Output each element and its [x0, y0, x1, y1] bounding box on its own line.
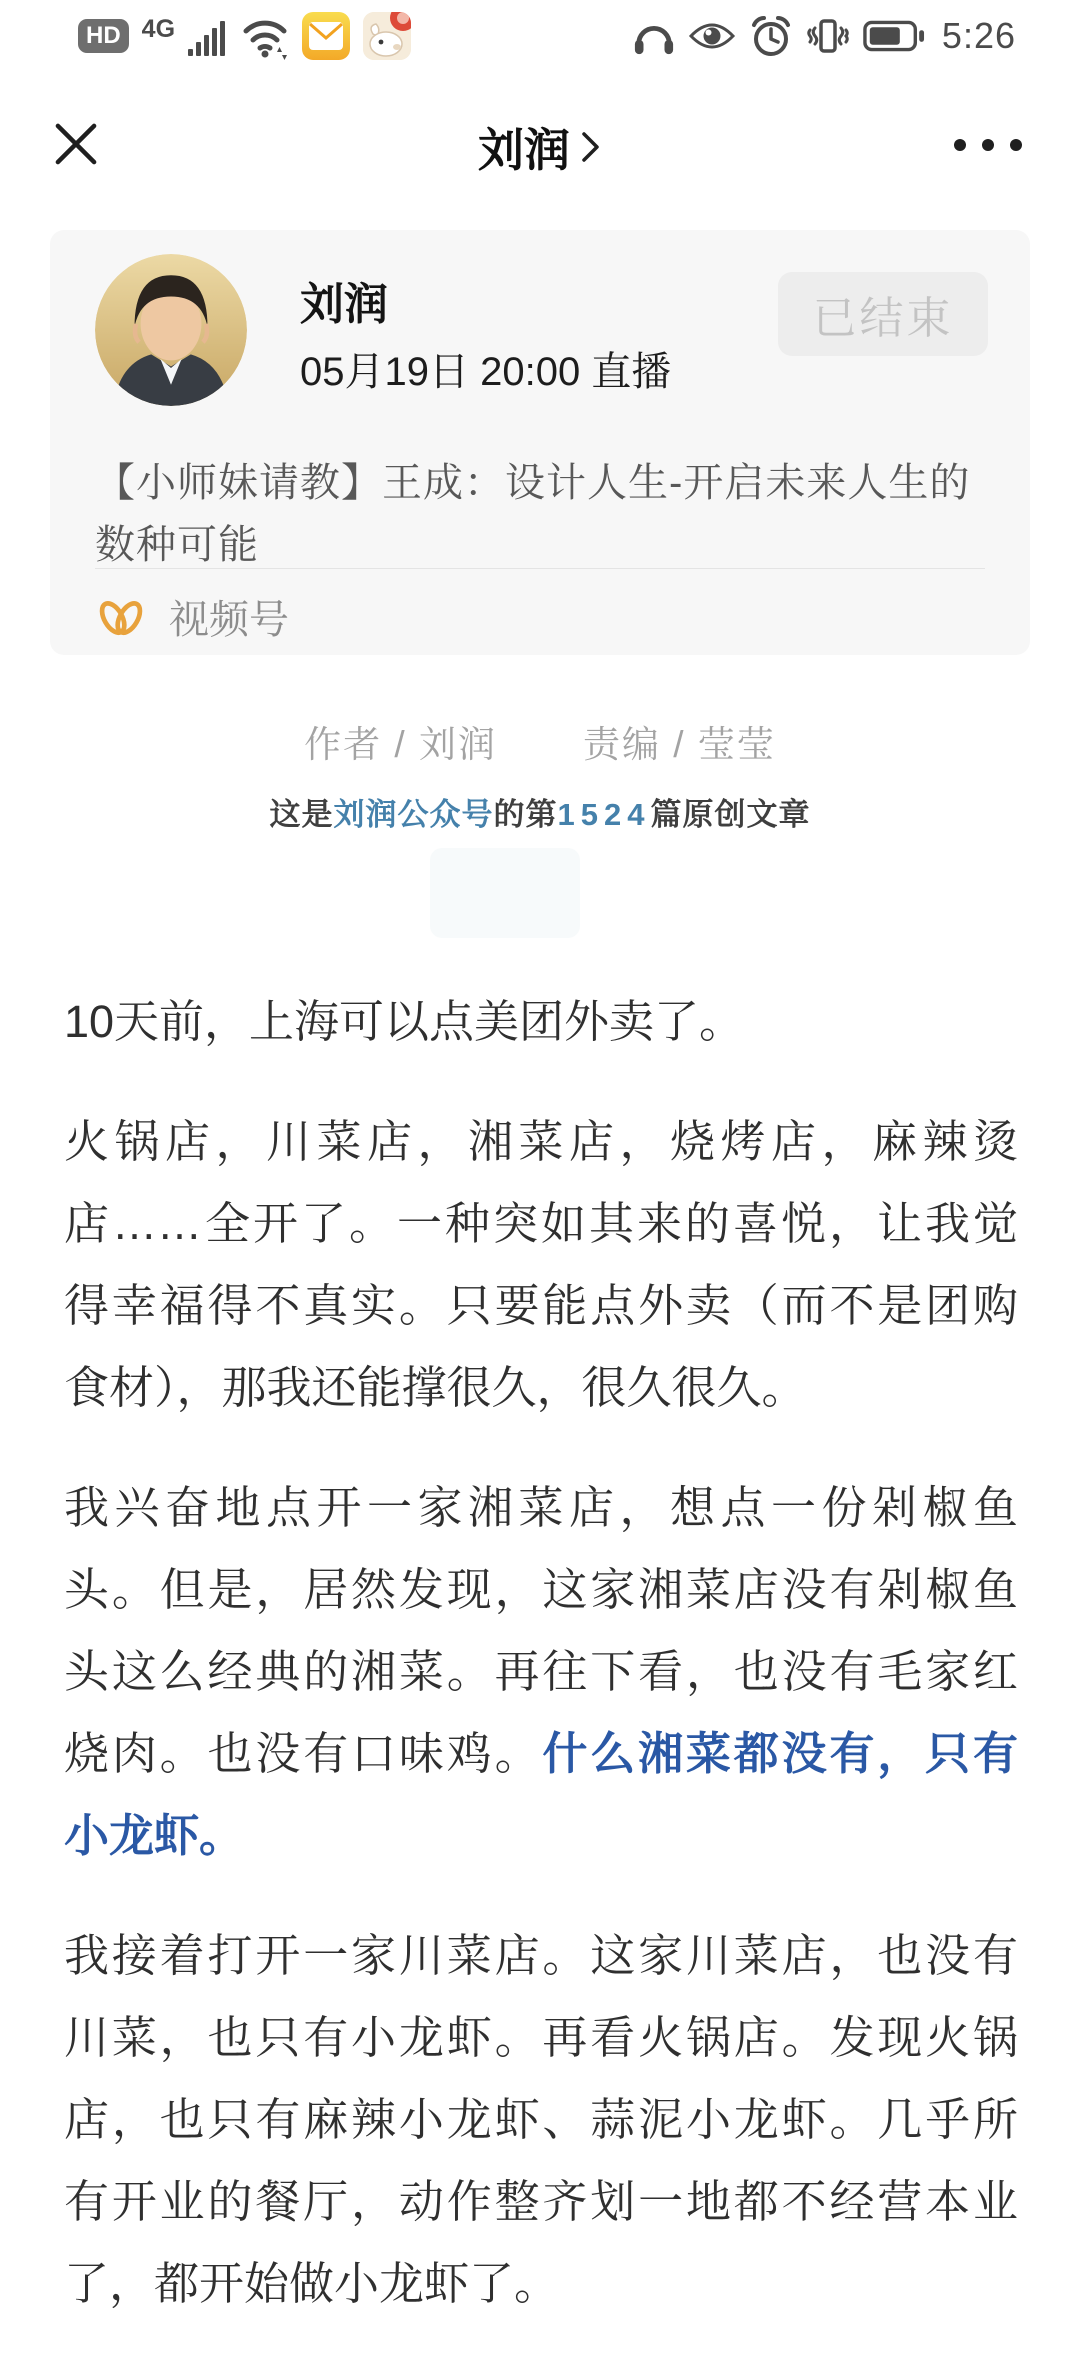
- nav-bar: [0, 66, 1080, 218]
- live-title: 【小师妹请教】王成：设计人生-开启未来人生的数种可能: [95, 461, 971, 567]
- live-card[interactable]: [50, 230, 1030, 655]
- text-line: [64, 1265, 1018, 1347]
- body-text: 得幸福得不真实。只要能点外卖（而不是团购: [64, 1280, 1018, 1331]
- article-body: [64, 981, 1018, 2363]
- origin-number: 1524: [557, 797, 651, 832]
- nav-title-text: 刘润: [478, 124, 570, 176]
- paragraph: [64, 1101, 1018, 1429]
- text-line: [64, 1549, 1018, 1631]
- text-line: [64, 1183, 1018, 1265]
- text-line: [64, 1713, 1018, 1795]
- channels-icon: [95, 591, 147, 643]
- status-bar: [0, 0, 1080, 66]
- paragraph: [64, 1467, 1018, 1877]
- highlighted-text: 小龙虾。: [64, 1810, 245, 1861]
- text-line: [64, 2243, 1018, 2325]
- status-right-icons: [633, 14, 1016, 58]
- body-text: 店……全开了。一种突如其来的喜悦，让我觉: [64, 1198, 1018, 1249]
- status-badge: 已结束: [778, 272, 988, 356]
- origin-account: 刘润公众号: [333, 797, 494, 832]
- body-text: 有开业的餐厅，动作整齐划一地都不经营本业: [64, 2176, 1018, 2227]
- avatar: [95, 254, 247, 406]
- body-text: 头。但是，居然发现，这家湘菜店没有剁椒鱼: [64, 1564, 1018, 1615]
- hd-icon: HD: [78, 19, 129, 53]
- paragraph: [64, 981, 1018, 1063]
- paragraph: [64, 1915, 1018, 2325]
- jd-app-icon: [363, 12, 411, 60]
- body-text: 烧肉。也没有口味鸡。: [64, 1728, 543, 1779]
- text-line: [64, 1101, 1018, 1183]
- chevron-right-icon: [580, 129, 602, 165]
- signal-bars-icon: [188, 16, 228, 56]
- alarm-icon: [749, 14, 793, 58]
- text-line: [64, 1915, 1018, 1997]
- text-line: [64, 2079, 1018, 2161]
- body-text: 火锅店，川菜店，湘菜店，烧烤店，麻辣烫: [64, 1116, 1018, 1167]
- body-text: 了，都开始做小龙虾了。: [64, 2258, 560, 2309]
- faint-watermark: [430, 848, 580, 938]
- origin-suffix: 篇原创文章: [650, 797, 811, 832]
- body-text: 食材），那我还能撑很久，很久很久。: [64, 1362, 807, 1413]
- origin-prefix: 这是: [269, 797, 334, 832]
- text-line: [64, 1347, 1018, 1429]
- card-divider: [95, 568, 985, 569]
- origin-mid: 的第: [493, 797, 558, 832]
- body-text: 头这么经典的湘菜。再往下看，也没有毛家红: [64, 1646, 1018, 1697]
- body-text: 我接着打开一家川菜店。这家川菜店，也没有: [64, 1930, 1018, 1981]
- channel-label: 视频号: [169, 598, 289, 642]
- network-4g-label: 4G: [141, 14, 176, 43]
- status-left-icons: [78, 12, 411, 60]
- byline: [0, 714, 1080, 768]
- clock-time: 5:26: [941, 15, 1016, 56]
- nav-title[interactable]: [0, 114, 1080, 180]
- byline-editor: 责编 / 莹莹: [583, 724, 776, 765]
- more-menu-icon[interactable]: [952, 138, 1024, 152]
- body-text: 我兴奋地点开一家湘菜店，想点一份剁椒鱼: [64, 1482, 1018, 1533]
- headphones-icon: [633, 16, 675, 56]
- mail-app-icon: [302, 12, 350, 60]
- text-line: [64, 2161, 1018, 2243]
- text-line: [64, 981, 1018, 1063]
- live-author-name: 刘润: [300, 280, 388, 329]
- vibrate-icon: [806, 14, 850, 58]
- live-schedule: 05月19日 20:00 直播: [300, 350, 672, 394]
- text-line: [64, 1631, 1018, 1713]
- text-line: [64, 1997, 1018, 2079]
- wifi-icon: [241, 12, 289, 60]
- channel-row: [95, 588, 289, 645]
- eye-comfort-icon: [688, 19, 736, 53]
- highlighted-text: 什么湘菜都没有，只有: [542, 1728, 1018, 1779]
- byline-author: 作者 / 刘润: [304, 724, 497, 765]
- body-text: 川菜，也只有小龙虾。再看火锅店。发现火锅: [64, 2012, 1018, 2063]
- battery-icon: [863, 18, 925, 54]
- text-line: [64, 1467, 1018, 1549]
- origin-line: [0, 789, 1080, 834]
- body-text: 店，也只有麻辣小龙虾、蒜泥小龙虾。几乎所: [64, 2094, 1018, 2145]
- text-line: [64, 1795, 1018, 1877]
- body-text: 10天前，上海可以点美团外卖了。: [64, 996, 745, 1047]
